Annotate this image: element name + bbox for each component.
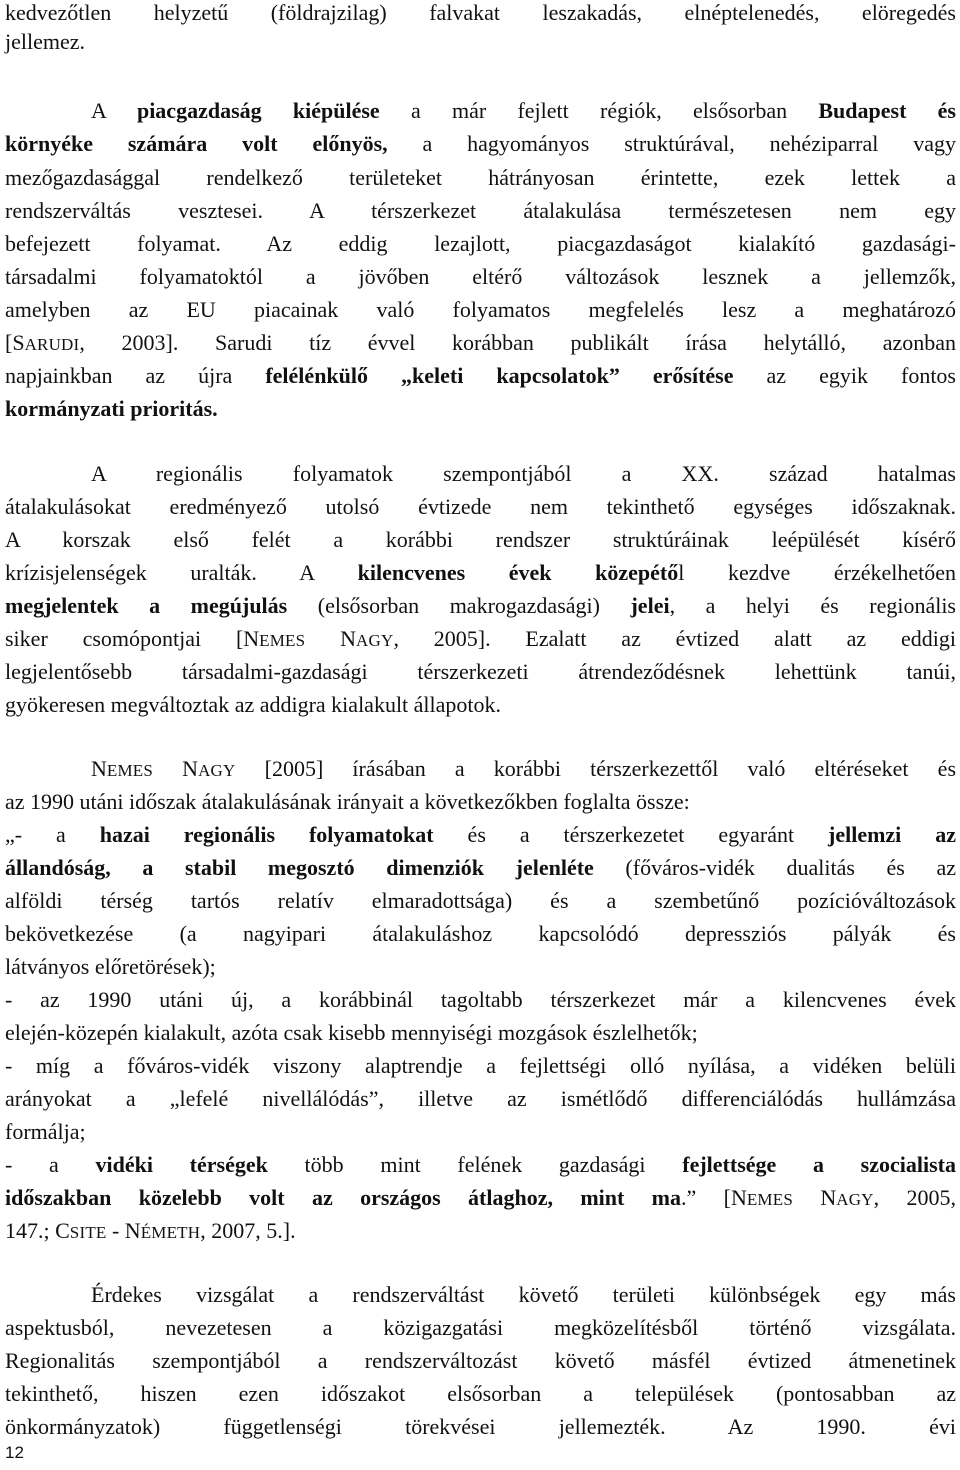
text-line xyxy=(5,492,956,522)
small-caps-text: ARUDI xyxy=(24,335,80,354)
text-run: siker csomópontjai [N xyxy=(5,626,260,651)
small-caps-text: ÉMETH xyxy=(140,1223,201,1242)
text-run: befejezett folyamat. Az eddig lezajlott, piacgazdaságot kialakító gazdasági- xyxy=(5,231,956,256)
text-run: A korszak első felét a korábbi rendszer struktúráinak leépülését kísérő xyxy=(5,527,956,552)
bold-text: Budapest és xyxy=(818,98,956,123)
bold-text: vidéki térségek xyxy=(95,1152,268,1177)
bold-text: jellemzi az xyxy=(828,822,956,847)
text-line xyxy=(5,952,956,982)
text-run: amelyben az EU piacainak való folyamatos megfelelés lesz a meghatározó xyxy=(5,297,956,322)
text-run: (elsősorban makrogazdasági) xyxy=(287,593,631,618)
text-run: N xyxy=(305,626,357,651)
text-run: N xyxy=(153,756,199,781)
text-line xyxy=(5,394,956,424)
text-run: Regionalitás szempontjából a rendszerváltozást követő másfél évtized átmenetinek xyxy=(5,1348,956,1373)
text-line xyxy=(5,558,956,588)
bold-text: felélénkülő „keleti kapcsolatok” erősítése xyxy=(265,363,734,388)
text-line xyxy=(5,787,956,817)
bold-text: megjelentek a megújulás xyxy=(5,593,288,618)
bold-text: fejlettsége a szocialista xyxy=(682,1152,956,1177)
text-line xyxy=(5,459,956,489)
text-run: , 2003]. Sarudi tíz évvel korábban publikált írása helytálló, azonban xyxy=(79,330,956,355)
text-run: tekinthető, hiszen ezen időszakot elsősorban a települések (pontosabban az xyxy=(5,1381,956,1406)
small-caps-text: AGY xyxy=(356,631,394,650)
text-run: 147.; C xyxy=(5,1218,70,1243)
text-line xyxy=(5,196,956,226)
small-caps-text: EMES xyxy=(259,631,306,650)
text-run: rendszerváltás vesztesei. A térszerkezet átalakulása természetesen nem egy xyxy=(5,198,956,223)
text-line xyxy=(5,1018,956,1048)
small-caps-text: AGY xyxy=(836,1190,874,1209)
text-run: mezőgazdasággal rendelkező területeket hátrányosan érintette, ezek lettek a xyxy=(5,165,956,190)
text-run: gyökeresen megváltoztak az addigra kialakult állapotok. xyxy=(5,692,502,717)
small-caps-text: SITE xyxy=(69,1223,107,1242)
text-line xyxy=(5,0,956,28)
text-run: N xyxy=(792,1185,837,1210)
text-run: , a helyi és regionális xyxy=(669,593,956,618)
text-line xyxy=(5,1346,956,1376)
bold-text: jelei xyxy=(630,593,670,618)
text-run: kedvezőtlen helyzetű (földrajzilag) falvakat leszakadás, elnéptelenedés, elöregedés xyxy=(5,0,956,25)
text-run: - N xyxy=(106,1218,141,1243)
text-run: (főváros-vidék dualitás és az xyxy=(593,855,956,880)
bold-text: kilencvenes évek közepétő xyxy=(357,560,679,585)
text-line xyxy=(5,361,956,391)
text-line xyxy=(5,1280,956,1310)
bold-text: piacgazdaság kiépülése xyxy=(136,98,380,123)
text-line xyxy=(5,1216,956,1248)
bold-text: időszakban közelebb volt az országos átlaghoz, mint ma xyxy=(5,1185,682,1210)
text-line xyxy=(5,229,956,259)
bold-text: környéke számára volt előnyös, xyxy=(5,131,388,156)
text-run: Érdekes vizsgálat a rendszerváltást követő területi különbségek egy más xyxy=(91,1282,956,1307)
text-run: krízisjelenségek uralták. A xyxy=(5,560,358,585)
text-line xyxy=(5,591,956,621)
text-run: - az 1990 utáni új, a korábbinál tagoltabb térszerkezet már a kilencvenes évek xyxy=(5,987,956,1012)
text-run: az 1990 utáni időszak átalakulásának irányait a következőkben foglalta össze: xyxy=(5,789,690,814)
text-run: , 2005, xyxy=(873,1185,956,1210)
text-run: a már fejlett régiók, elsősorban xyxy=(379,98,819,123)
text-line xyxy=(5,262,956,292)
text-run: [S xyxy=(5,330,25,355)
text-run: [2005] írásában a korábbi térszerkezettől való eltéréseket és xyxy=(235,756,956,781)
text-line xyxy=(5,919,956,949)
text-run: , 2007, 5.]. xyxy=(200,1218,296,1243)
text-run: - míg a főváros-vidék viszony alaptrendje a fejlettségi olló nyílása, a vidéken belüli xyxy=(5,1053,956,1078)
text-run: bekövetkezése (a nagyipari átalakuláshoz kapcsolódó depressziós pályák és xyxy=(5,921,956,946)
text-line xyxy=(5,1313,956,1343)
text-line xyxy=(5,163,956,193)
text-line xyxy=(5,96,956,126)
text-run: társadalmi folyamatoktól a jövőben eltérő változások lesznek a jellemzők, xyxy=(5,264,956,289)
text-run: átalakulásokat eredményező utolsó évtizede nem tekinthető egységes időszaknak. xyxy=(5,494,956,519)
text-run: látványos előretörések); xyxy=(5,954,216,979)
text-run: aspektusból, nevezetesen a közigazgatási megközelítésből történő vizsgálata. xyxy=(5,1315,956,1340)
bold-text: állandóság, a stabil megosztó dimenziók jelenléte xyxy=(5,855,594,880)
text-run: formálja; xyxy=(5,1119,86,1144)
text-line xyxy=(5,1412,956,1442)
text-run: több mint felének gazdasági xyxy=(267,1152,683,1177)
text-run: napjainkban az újra xyxy=(5,363,266,388)
text-line xyxy=(5,1379,956,1409)
text-run: N xyxy=(91,756,107,781)
text-line xyxy=(5,129,956,159)
bold-text: hazai regionális folyamatokat xyxy=(99,822,434,847)
text-line xyxy=(5,985,956,1015)
text-run: A regionális folyamatok szempontjából a XX. század hatalmas xyxy=(91,461,956,486)
text-line xyxy=(5,1150,956,1180)
text-line xyxy=(5,525,956,555)
text-line xyxy=(5,27,956,57)
text-line xyxy=(5,624,956,656)
text-run: alföldi térség tartós relatív elmaradottsága) és a szembetűnő pozícióváltozások xyxy=(5,888,956,913)
text-run: elején-közepén kialakult, azóta csak kisebb mennyiségi mozgások észlelhetők; xyxy=(5,1020,698,1045)
text-run: jellemez. xyxy=(5,29,86,54)
text-run: , 2005]. Ezalatt az évtized alatt az eddigi xyxy=(393,626,957,651)
small-caps-text: EMES xyxy=(106,761,154,780)
text-line xyxy=(5,853,956,883)
bold-text: kormányzati prioritás. xyxy=(5,396,218,421)
text-line xyxy=(5,295,956,325)
page-number: 12 xyxy=(5,1443,24,1462)
text-line xyxy=(5,328,956,360)
text-line xyxy=(5,1117,956,1147)
text-run: A xyxy=(91,98,137,123)
text-line xyxy=(5,690,956,720)
text-line xyxy=(5,886,956,916)
small-caps-text: AGY xyxy=(198,761,236,780)
small-caps-text: EMES xyxy=(746,1190,793,1209)
text-line xyxy=(5,1051,956,1081)
text-run: az egyik fontos xyxy=(733,363,956,388)
text-line xyxy=(5,820,956,850)
text-run: arányokat a „lefelé nivellálódás”, illetve az ismétlődő differenciálódás hullámzása xyxy=(5,1086,956,1111)
text-line xyxy=(5,657,956,687)
text-line xyxy=(5,754,956,786)
text-run: és a térszerkezetet egyaránt xyxy=(433,822,829,847)
text-run: önkormányzatok) függetlenségi törekvései jellemezték. Az 1990. évi xyxy=(5,1414,956,1439)
text-run: a hagyományos struktúrával, nehéziparral vagy xyxy=(387,131,956,156)
text-run: - a xyxy=(5,1152,96,1177)
text-line xyxy=(5,1084,956,1114)
text-run: legjelentősebb társadalmi-gazdasági térszerkezeti átrendeződésnek lehettünk tanúi, xyxy=(5,659,956,684)
text-line xyxy=(5,1183,956,1215)
text-run: l kezdve érzékelhetően xyxy=(678,560,957,585)
text-run: .” [N xyxy=(681,1185,747,1210)
text-run: „- a xyxy=(5,822,100,847)
